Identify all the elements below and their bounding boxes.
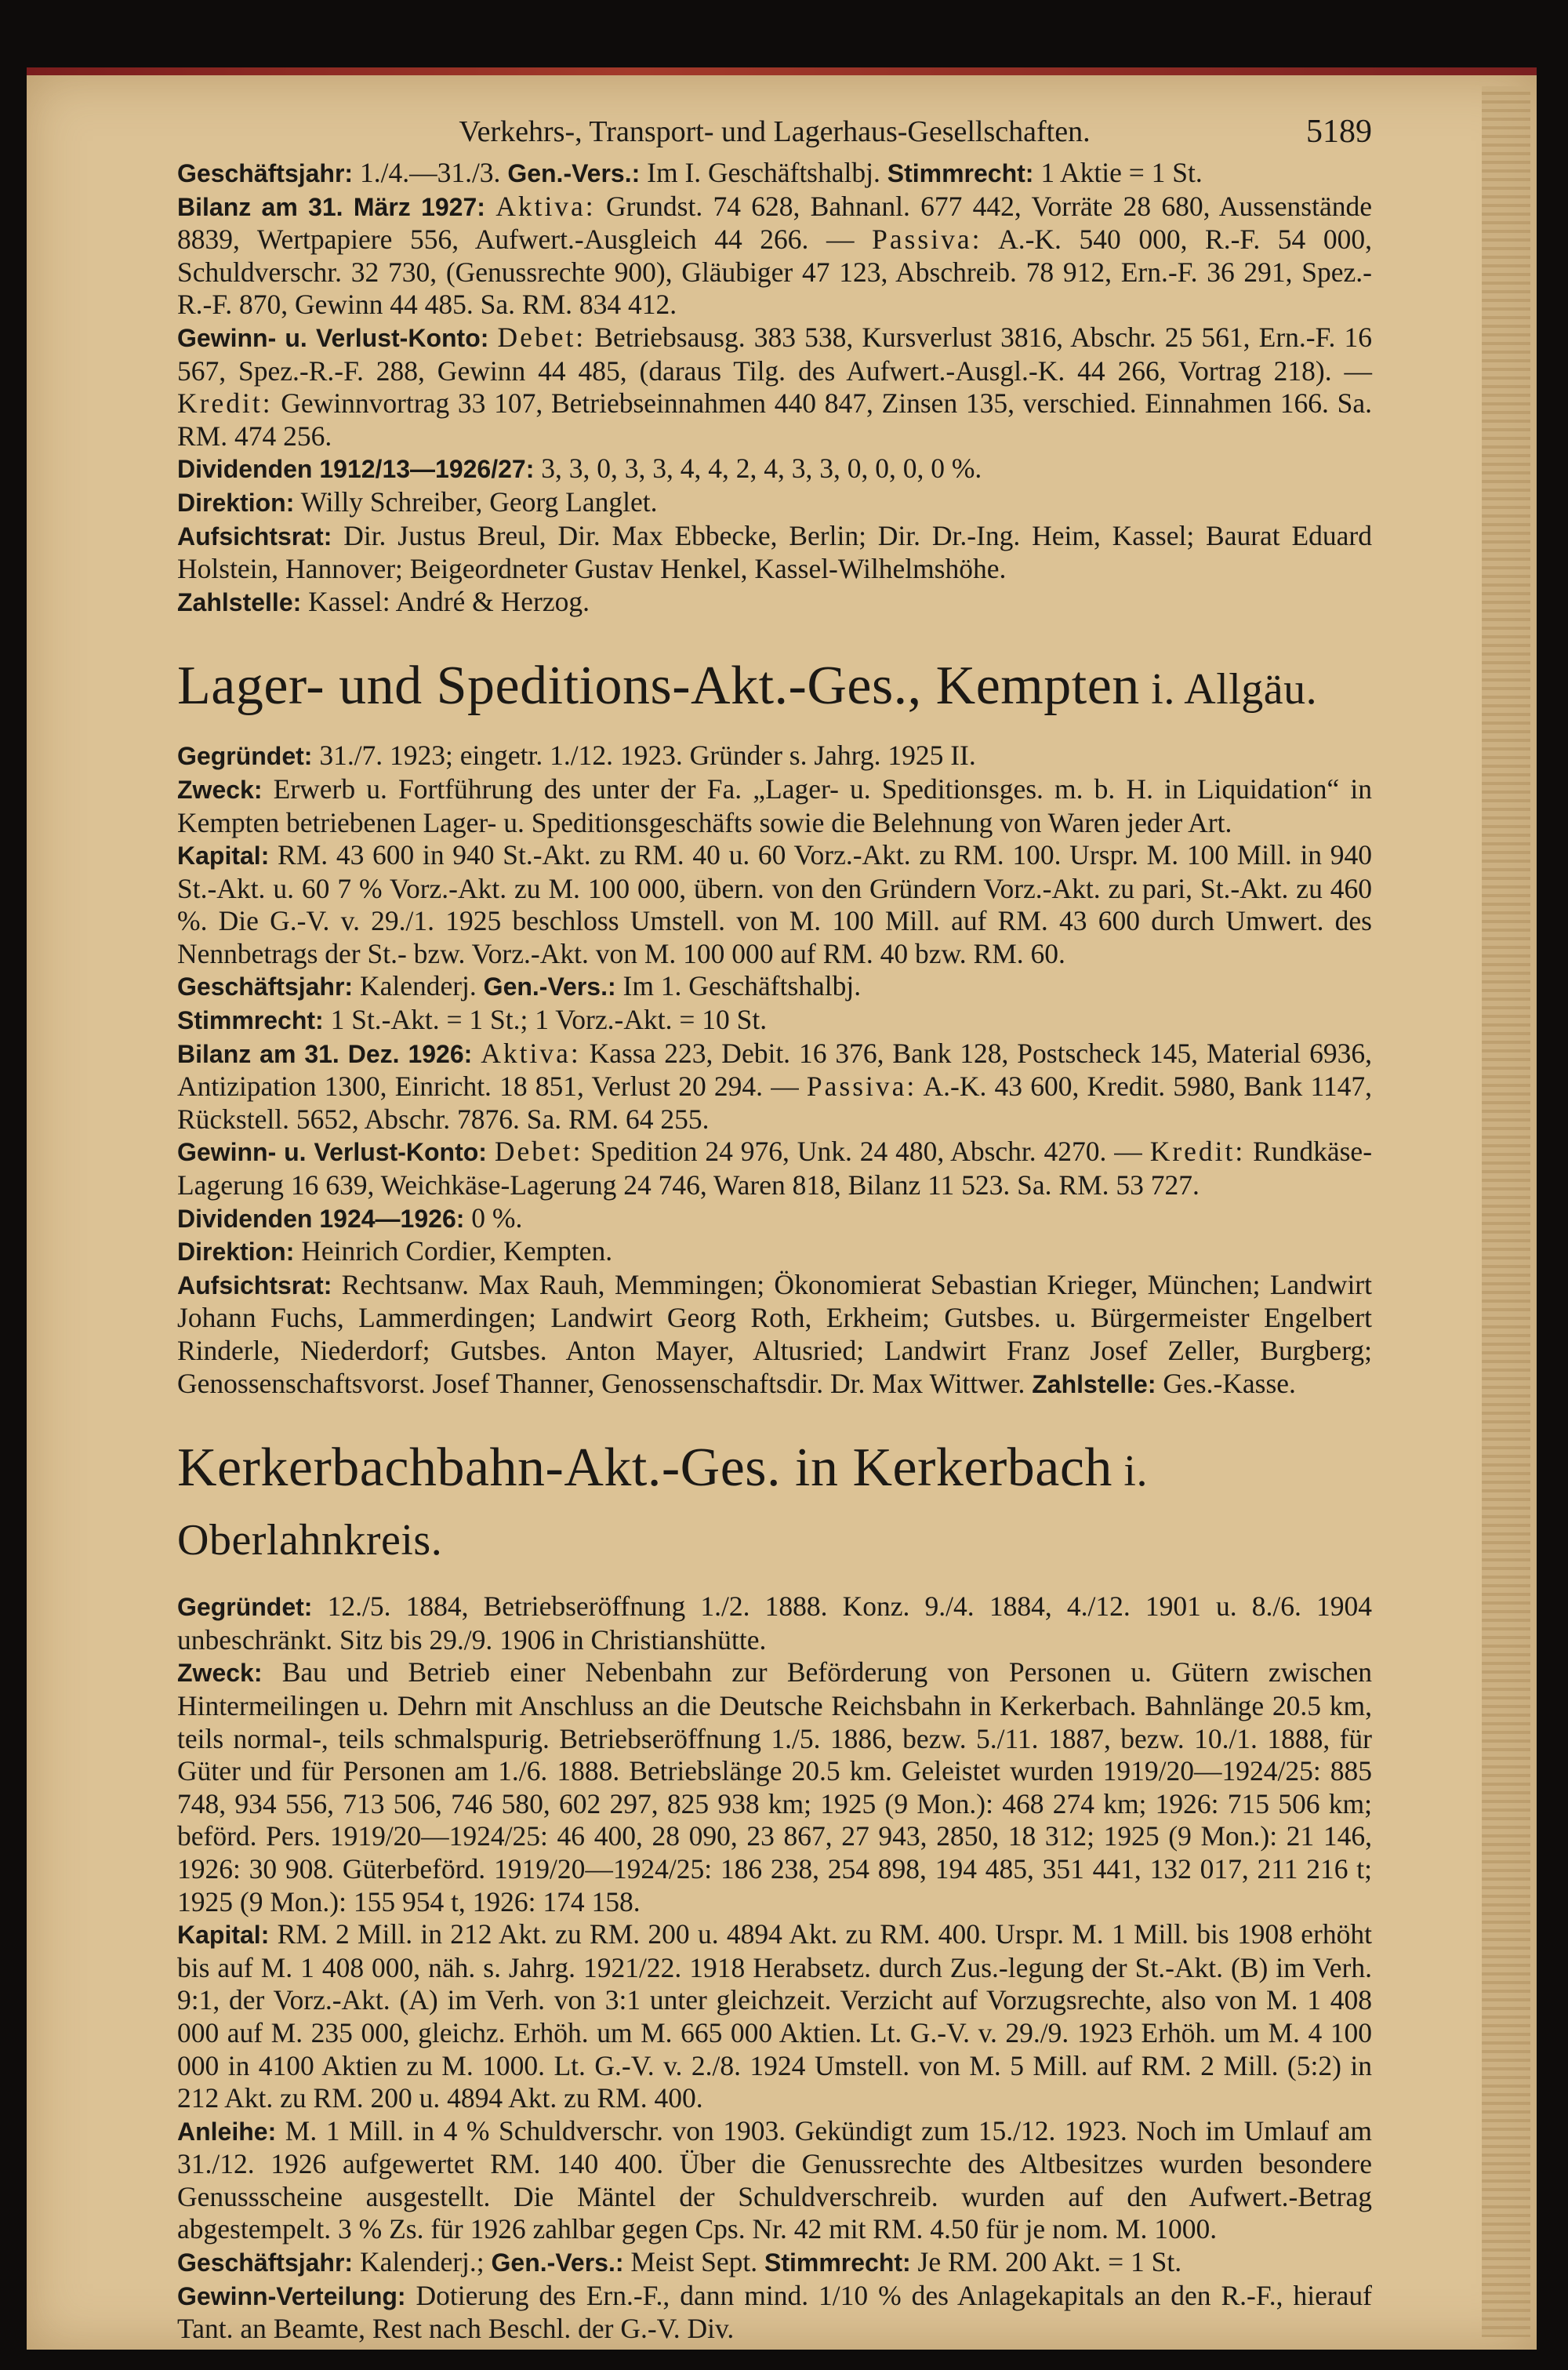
direktion-line: Direktion: Heinrich Cordier, Kempten. — [177, 1235, 613, 1267]
zweck-paragraph: Zweck: Erwerb u. Fortführung des unter der Fa. „Lager- u. Speditionsges. m. b. H. in Liquidation“ in Kempten betriebenen Lager- u. Speditionsgeschäfts sowie die Belehnung von Waren jeder Art. — [177, 772, 1372, 838]
zahlstelle-line: Zahlstelle: Kassel: André & Herzog. — [177, 585, 590, 617]
aufsichtsrat-paragraph: Aufsichtsrat: Rechtsanw. Max Rauh, Memmingen; Ökonomierat Sebastian Krieger, München; Landwirt Johann Fuchs, Lammerdingen; Landwirt Georg Roth, Erkheim; Gutsbes. u. Bürgermeister Engelbert Rinderle, Niederdorf; Gutsbes. Anton Mayer, Altusried; Landwirt Franz Josef Zeller, Burgberg; Genossenschaftsvorst. Josef Thanner, Genossenschaftsdir. Dr. Max Wittwer. Zahlstelle: Ges.-Kasse. — [177, 1268, 1372, 1399]
gegruendet-paragraph: Gegründet: 12./5. 1884, Betriebseröffnung 1./2. 1888. Konz. 9./4. 1884, 4./12. 1901 u. 8./6. 1904 unbeschränkt. Sitz bis 29./9. 1906 in Christianshütte. — [177, 1590, 1372, 1656]
page-edge-shadow — [1482, 86, 1530, 2337]
anleihe-paragraph: Anleihe: M. 1 Mill. in 4 % Schuldverschr. von 1903. Gekündigt zum 15./12. 1923. Noch im Umlauf am 31./12. 1926 aufgewertet RM. 140 400. Über die Genussrechte des Altbesitzes wurden besondere Genussscheine ausgestellt. Die Mäntel der Schuldverschreib. wurden auf den Aufwert.-Betrag abgestempelt. 3 % Zs. für 1926 zahlbar gegen Cps. Nr. 42 mit RM. 4.50 für je nom. M. 1000. — [177, 2114, 1372, 2245]
guv-paragraph: Gewinn- u. Verlust-Konto: Debet: Spedition 24 976, Unk. 24 480, Abschr. 4270. — Kredit: Rundkäse-Lagerung 16 639, Weichkäse-Lagerung 24 746, Waren 818, Bilanz 11 523. Sa. RM. 53 727. — [177, 1136, 1373, 1201]
kapital-paragraph: Kapital: RM. 2 Mill. in 212 Akt. zu RM. 200 u. 4894 Akt. zu RM. 400. Urspr. M. 1 Mill. bis 1908 erhöht bis auf M. 1 408 000, näh. s. Jahrg. 1921/22. 1918 Herabsetz. durch Zus.-legung der St.-Akt. (B) im Verh. 9:1, der Vorz.-Akt. (A) im Verh. von 3:1 unter gleichzeit. Verzicht auf Vorzugsrechte, also von M. 1 408 000 auf M. 235 000, gleichz. Erhöh. um M. 665 000 Aktien. Lt. G.-V. v. 29./9. 1923 Erhöh. um M. 4 100 000 in 4100 Aktien zu M. 1000. Lt. G.-V. v. 2./8. 1924 Umstell. von M. 5 Mill. auf RM. 2 Mill. (5:2) in 212 Akt. zu RM. 200 u. 4894 Akt. zu RM. 400. — [177, 1918, 1372, 2114]
section-kerkerbachbahn — [177, 1590, 1372, 2346]
bilanz-paragraph: Bilanz am 31. Dez. 1926: Aktiva: Kassa 223, Debit. 16 376, Bank 128, Postscheck 145, Material 6936, Antizipation 1300, Einricht. 18 851, Verlust 20 294. — Passiva: A.-K. 43 600, Kredit. 5980, Bank 1147, Rückstell. 5652, Abschr. 7876. Sa. RM. 64 255. — [177, 1037, 1373, 1135]
gewinn-verteilung-paragraph: Gewinn-Verteilung: Dotierung des Ern.-F., dann mind. 1/10 % des Anlagekapitals an den R.-F., hierauf Tant. an Beamte, Rest nach Beschl. der G.-V. Div. — [177, 2279, 1372, 2345]
geschaeftsjahr-line: Geschäftsjahr: 1./4.—31./3. Gen.-Vers.: Im I. Geschäftshalbj. Stimmrecht: 1 Aktie = 1 St. — [177, 157, 1203, 188]
page-content — [177, 110, 1372, 2346]
gegruendet-line: Gegründet: 31./7. 1923; eingetr. 1./12. 1923. Gründer s. Jahrg. 1925 II. — [177, 740, 976, 772]
dividenden-line: Dividenden 1924—1926: 0 %. — [177, 1201, 523, 1234]
aufsichtsrat-paragraph: Aufsichtsrat: Dir. Justus Breul, Dir. Max Ebbecke, Berlin; Dir. Dr.-Ing. Heim, Kassel; Baurat Eduard Holstein, Hannover; Beigeordneter Gustav Henkel, Kassel-Wilhelmshöhe. — [177, 519, 1372, 585]
page-number: 5189 — [1306, 114, 1372, 150]
dividenden-line: Dividenden 1912/13—1926/27: 3, 3, 0, 3, 3, 4, 4, 2, 4, 3, 3, 0, 0, 0, 0 %. — [177, 453, 982, 485]
running-head — [177, 110, 1372, 157]
bilanz-paragraph: Bilanz am 31. März 1927: Aktiva: Grundst. 74 628, Bahnanl. 677 442, Vorräte 28 680, Aussenstände 8839, Wertpapiere 556, Aufwert.-Ausgleich 44 266. — Passiva: A.-K. 540 000, R.-F. 54 000, Schuldverschr. 32 730, (Genussrechte 900), Gläubiger 47 123, Abschreib. 78 912, Ern.-F. 36 291, Spez.-R.-F. 870, Gewinn 44 485. Sa. RM. 834 412. — [177, 190, 1372, 321]
stimmrecht-line: Stimmrecht: 1 St.-Akt. = 1 St.; 1 Vorz.-Akt. = 10 St. — [177, 1004, 768, 1036]
direktion-line: Direktion: Willy Schreiber, Georg Langlet. — [177, 485, 658, 518]
guv-paragraph: Gewinn- u. Verlust-Konto: Debet: Betriebsausg. 383 538, Kursverlust 3816, Abschr. 25 561, Ern.-F. 16 567, Spez.-R.-F. 288, Gewinn 44 485, (daraus Tilg. des Aufwert.-Ausgl.-K. 44 266, Vortrag 218). — Kredit: Gewinnvortrag 33 107, Betriebseinnahmen 440 847, Zinsen 135, verschied. Einnahmen 166. Sa. RM. 474 256. — [177, 321, 1373, 452]
company-heading-lager-kempten: Lager- und Speditions-Akt.-Ges., Kempten i. Allgäu. — [177, 656, 1318, 717]
company-heading-kerkerbachbahn: Kerkerbachbahn-Akt.-Ges. in Kerkerbach i. Oberlahnkreis. — [177, 1438, 1148, 1565]
zweck-paragraph: Zweck: Bau und Betrieb einer Nebenbahn zur Beförderung von Personen u. Gütern zwischen Hintermeilingen u. Dehrn mit Anschluss an die Deutsche Reichsbahn in Kerkerbach. Bahnlänge 20.5 km, teils normal-, teils schmalspurig. Betriebseröffnung 1./5. 1886, bezw. 5./11. 1887, bezw. 10./1. 1888, für Güter und für Personen am 1./6. 1888. Betriebslänge 20.5 km. Geleistet wurden 1919/20—1924/25: 885 748, 934 556, 713 506, 746 580, 602 297, 825 938 km; 1925 (9 Mon.): 468 274 km; 1926: 715 506 km; beförd. Pers. 1919/20—1924/25: 46 400, 28 090, 23 867, 27 943, 2850, 18 312; 1925 (9 Mon.): 21 146, 1926: 30 908. Güterbeförd. 1919/20—1924/25: 186 238, 254 898, 194 485, 351 441, 132 017, 211 216 t; 1925 (9 Mon.): 155 954 t, 1926: 174 158. — [177, 1656, 1372, 1917]
geschaeftsjahr-line: Geschäftsjahr: Kalenderj.; Gen.-Vers.: Meist Sept. Stimmrecht: Je RM. 200 Akt. = 1 St. — [177, 2246, 1182, 2278]
section-lager-kempten — [177, 740, 1372, 1401]
section-continuation — [177, 157, 1372, 619]
running-head-title: Verkehrs-, Transport- und Lagerhaus-Gesellschaften. — [459, 115, 1091, 148]
geschaeftsjahr-line: Geschäftsjahr: Kalenderj. Gen.-Vers.: Im 1. Geschäftshalbj. — [177, 970, 862, 1002]
kapital-paragraph: Kapital: RM. 43 600 in 940 St.-Akt. zu RM. 40 u. 60 Vorz.-Akt. zu RM. 100. Urspr. M. 100 Mill. in 940 St.-Akt. u. 60 7 % Vorz.-Akt. zu M. 100 000, übern. von den Gründern Vorz.-Akt. zu pari, St.-Akt. zu 460 %. Die G.-V. v. 29./1. 1925 beschloss Umstell. von M. 100 Mill. auf RM. 43 600 durch Umwert. des Nennbetrags der St.- bzw. Vorz.-Akt. von M. 100 000 auf RM. 40 bzw. RM. 60. — [177, 839, 1372, 969]
